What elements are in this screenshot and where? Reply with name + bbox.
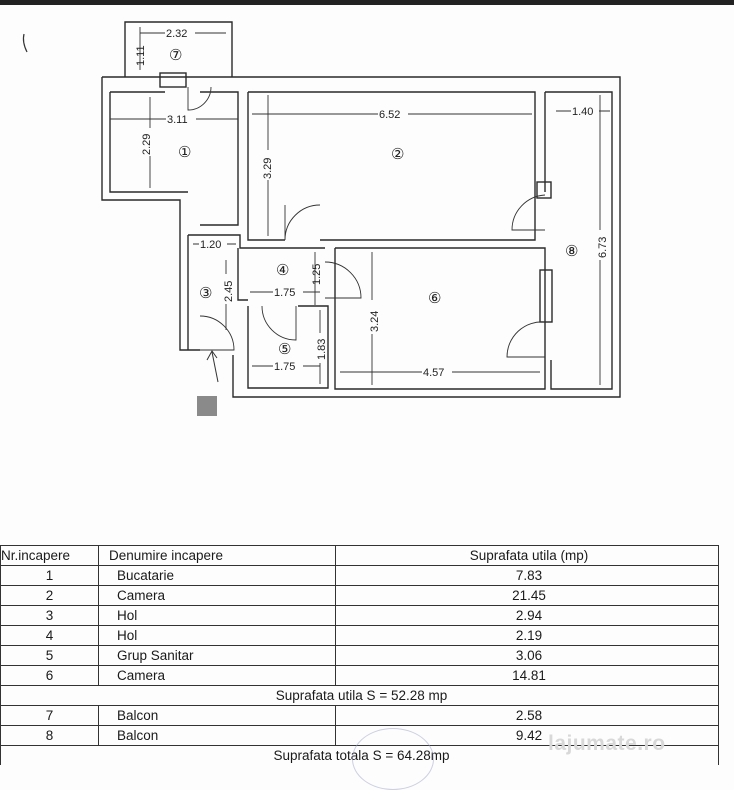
dim-6-52: 6.52 bbox=[379, 109, 401, 121]
row-name: Camera bbox=[99, 586, 336, 606]
stamp bbox=[352, 728, 434, 790]
table-header-row bbox=[1, 546, 719, 566]
dim-3-24: 3.24 bbox=[369, 310, 381, 332]
room-5-marker: ⑤ bbox=[278, 341, 292, 358]
row-name: Hol bbox=[99, 606, 336, 626]
room-1-marker: ① bbox=[178, 144, 192, 161]
dim-1-11: 1.11 bbox=[135, 45, 147, 66]
row-area: 7.83 bbox=[336, 566, 719, 586]
gray-square bbox=[197, 396, 217, 416]
row-area: 21.45 bbox=[336, 586, 719, 606]
dim-4-57: 4.57 bbox=[423, 367, 445, 379]
row-nr: 5 bbox=[1, 646, 99, 666]
row-area: 9.42 bbox=[336, 726, 719, 746]
table-row bbox=[1, 706, 719, 726]
row-name: Balcon bbox=[99, 726, 336, 746]
row-name: Hol bbox=[99, 626, 336, 646]
row-area: 14.81 bbox=[336, 666, 719, 686]
row-nr: 6 bbox=[1, 666, 99, 686]
room-3-marker: ③ bbox=[199, 285, 213, 302]
row-name: Balcon bbox=[99, 706, 336, 726]
row-name: Camera bbox=[99, 666, 336, 686]
room-6-marker: ⑥ bbox=[428, 290, 442, 307]
dim-1-40: 1.40 bbox=[572, 106, 594, 118]
dimension-labels bbox=[135, 27, 609, 379]
pencil-mark bbox=[23, 34, 27, 52]
row-name: Bucatarie bbox=[99, 566, 336, 586]
room-2-marker: ② bbox=[391, 146, 405, 163]
row-nr: 7 bbox=[1, 706, 99, 726]
table-row bbox=[1, 586, 719, 606]
header-name: Denumire incapere bbox=[99, 546, 336, 566]
dim-1-75-hall: 1.75 bbox=[274, 287, 296, 299]
dim-2-45: 2.45 bbox=[223, 280, 235, 302]
dim-1-20: 1.20 bbox=[200, 239, 222, 251]
row-area: 2.58 bbox=[336, 706, 719, 726]
dim-1-83: 1.83 bbox=[316, 338, 328, 360]
row-nr: 1 bbox=[1, 566, 99, 586]
row-area: 2.19 bbox=[336, 626, 719, 646]
subtotal-text: Suprafata utila S = 52.28 mp bbox=[1, 686, 719, 706]
header-area: Suprafata utila (mp) bbox=[336, 546, 719, 566]
row-nr: 8 bbox=[1, 726, 99, 746]
room-4-marker: ④ bbox=[276, 262, 290, 279]
dim-1-75-bath: 1.75 bbox=[274, 361, 296, 373]
dim-3-11: 3.11 bbox=[167, 114, 188, 126]
dim-3-29: 3.29 bbox=[262, 157, 274, 179]
row-area: 2.94 bbox=[336, 606, 719, 626]
table-row bbox=[1, 626, 719, 646]
table-row bbox=[1, 646, 719, 666]
table-row bbox=[1, 666, 719, 686]
entrance-arrow bbox=[207, 351, 218, 382]
dim-1-25: 1.25 bbox=[311, 263, 323, 285]
header-nr: Nr.incapere bbox=[1, 546, 99, 566]
walls bbox=[102, 22, 620, 397]
table-row bbox=[1, 606, 719, 626]
room-7-marker: ⑦ bbox=[169, 47, 183, 64]
dim-2-29: 2.29 bbox=[141, 133, 153, 155]
dim-2-32: 2.32 bbox=[166, 28, 188, 40]
row-nr: 4 bbox=[1, 626, 99, 646]
watermark-logo: lajumate.ro bbox=[548, 732, 666, 755]
row-name: Grup Sanitar bbox=[99, 646, 336, 666]
row-nr: 3 bbox=[1, 606, 99, 626]
subtotal-row bbox=[1, 686, 719, 706]
room-8-marker: ⑧ bbox=[565, 243, 579, 260]
row-nr: 2 bbox=[1, 586, 99, 606]
dim-6-73: 6.73 bbox=[597, 236, 609, 258]
row-area: 3.06 bbox=[336, 646, 719, 666]
total-text: Suprafata totala S = 64.28mp bbox=[1, 746, 719, 766]
table-row bbox=[1, 566, 719, 586]
